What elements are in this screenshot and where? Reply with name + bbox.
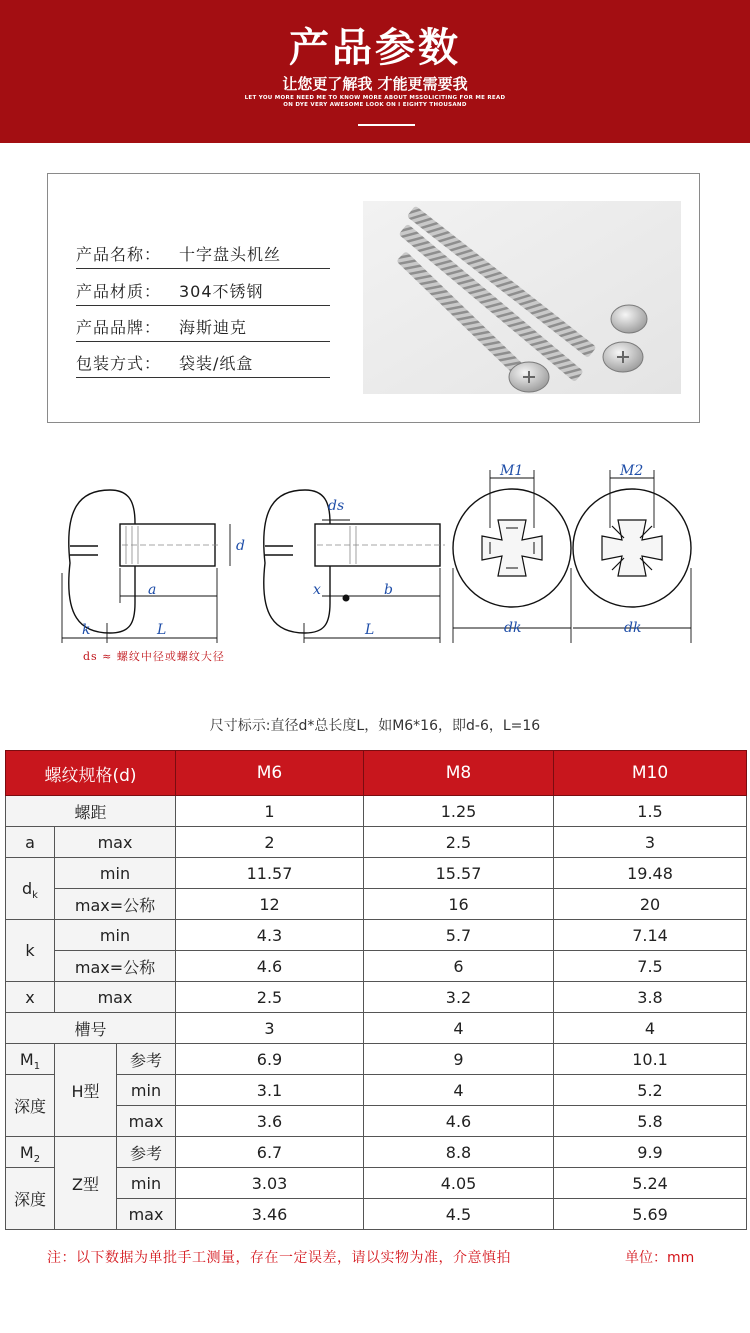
- table-row: [6, 1168, 747, 1199]
- info-row-name: [76, 237, 330, 269]
- row-label: k: [6, 920, 55, 982]
- table-cell: 5.7: [364, 920, 554, 951]
- row-sublabel: min: [117, 1075, 176, 1106]
- ds-note: ds ≈ 螺纹中径或螺纹大径: [83, 650, 225, 663]
- row-sublabel: max: [55, 982, 176, 1013]
- dim-label-a: a: [148, 582, 157, 598]
- row-label-dk: [6, 858, 55, 920]
- table-cell: 7.14: [554, 920, 747, 951]
- row-label-m1: [6, 1044, 55, 1075]
- table-cell: 4: [554, 1013, 747, 1044]
- info-row-packaging: [76, 346, 330, 378]
- table-cell: 4.05: [364, 1168, 554, 1199]
- row-label: d: [22, 879, 33, 898]
- page-title: 产品参数: [289, 25, 461, 71]
- table-row: [6, 982, 747, 1013]
- spec-table: [5, 750, 747, 1230]
- table-cell: 4.5: [364, 1199, 554, 1230]
- table-cell: 4.6: [364, 1106, 554, 1137]
- row-type-label: Z型: [55, 1137, 117, 1230]
- table-row: [6, 1199, 747, 1230]
- table-row: [6, 1106, 747, 1137]
- header-cell: M8: [364, 751, 554, 796]
- table-row: [6, 1075, 747, 1106]
- dim-label-k: k: [82, 622, 91, 638]
- table-row: [6, 1013, 747, 1044]
- table-row: [6, 827, 747, 858]
- table-cell: 4: [364, 1013, 554, 1044]
- table-cell: 6.7: [176, 1137, 364, 1168]
- row-sublabel: min: [117, 1168, 176, 1199]
- row-sublabel: max=公称: [55, 951, 176, 982]
- row-sublabel: max: [117, 1199, 176, 1230]
- table-cell: 4: [364, 1075, 554, 1106]
- table-cell: 3.03: [176, 1168, 364, 1199]
- table-cell: 6: [364, 951, 554, 982]
- row-label-m2: [6, 1137, 55, 1168]
- row-label: M: [19, 1142, 34, 1162]
- info-value: 十字盘头机丝: [179, 245, 282, 264]
- table-row: [6, 796, 747, 827]
- table-cell: 5.8: [554, 1106, 747, 1137]
- dimension-caption: 尺寸标示:直径d*总长度L，如M6*16，即d-6，L=16: [209, 718, 541, 734]
- row-label: 槽号: [6, 1013, 176, 1044]
- header-divider: [358, 124, 415, 126]
- info-label: 产品品牌：: [76, 318, 162, 337]
- table-cell: 7.5: [554, 951, 747, 982]
- table-cell: 12: [176, 889, 364, 920]
- row-sublabel: min: [55, 920, 176, 951]
- dim-label-L2: L: [365, 622, 375, 638]
- table-cell: 16: [364, 889, 554, 920]
- row-sublabel: max: [55, 827, 176, 858]
- dim-label-M1: M1: [500, 463, 524, 479]
- dim-label-L: L: [157, 622, 167, 638]
- table-cell: 3.1: [176, 1075, 364, 1106]
- unit-label: 单位：mm: [625, 1250, 695, 1266]
- dim-label-x: x: [313, 582, 321, 598]
- table-cell: 4.3: [176, 920, 364, 951]
- table-cell: 15.57: [364, 858, 554, 889]
- table-cell: 11.57: [176, 858, 364, 889]
- row-label: 深度: [6, 1168, 55, 1230]
- row-label: 深度: [6, 1075, 55, 1137]
- table-cell: 9.9: [554, 1137, 747, 1168]
- header-cell: 螺纹规格(d): [6, 751, 176, 796]
- row-sublabel: max: [117, 1106, 176, 1137]
- dim-label-d: d: [236, 538, 245, 554]
- info-label: 包装方式：: [76, 354, 162, 373]
- table-cell: 1.25: [364, 796, 554, 827]
- table-cell: 3.46: [176, 1199, 364, 1230]
- row-sublabel: min: [55, 858, 176, 889]
- table-cell: 5.24: [554, 1168, 747, 1199]
- table-cell: 10.1: [554, 1044, 747, 1075]
- table-cell: 20: [554, 889, 747, 920]
- dim-label-M2: M2: [620, 463, 644, 479]
- footer-note: 注：以下数据为单批手工测量，存在一定误差，请以实物为准，介意慎拍: [47, 1250, 511, 1266]
- header-banner: [0, 0, 750, 143]
- row-type-label: H型: [55, 1044, 117, 1137]
- table-cell: 5.2: [554, 1075, 747, 1106]
- table-row: [6, 1044, 747, 1075]
- page-subtitle: 让您更了解我 才能更需要我: [282, 75, 468, 93]
- table-cell: 3: [554, 827, 747, 858]
- row-label: M: [19, 1049, 34, 1069]
- header-cell: M10: [554, 751, 747, 796]
- table-cell: 2: [176, 827, 364, 858]
- table-row: [6, 951, 747, 982]
- info-value: 304不锈钢: [179, 282, 264, 301]
- row-label: 螺距: [6, 796, 176, 827]
- row-label-subscript: k: [32, 890, 38, 901]
- table-cell: 9: [364, 1044, 554, 1075]
- info-value: 海斯迪克: [179, 318, 248, 337]
- row-sublabel: 参考: [117, 1137, 176, 1168]
- info-label: 产品名称：: [76, 245, 162, 264]
- dim-label-dk1: dk: [504, 620, 522, 636]
- table-cell: 6.9: [176, 1044, 364, 1075]
- product-info-box: [47, 173, 700, 423]
- table-cell: 1.5: [554, 796, 747, 827]
- table-cell: 1: [176, 796, 364, 827]
- table-cell: 5.69: [554, 1199, 747, 1230]
- info-row-brand: [76, 310, 330, 342]
- table-row: [6, 1137, 747, 1168]
- table-row: [6, 920, 747, 951]
- table-cell: 3: [176, 1013, 364, 1044]
- row-label: a: [6, 827, 55, 858]
- row-label: x: [6, 982, 55, 1013]
- table-header-row: [6, 751, 747, 796]
- info-label: 产品材质：: [76, 282, 162, 301]
- page-subtitle-en-2: ON DYE VERY AWESOME LOOK ON I EIGHTY THOUSAND: [283, 102, 467, 108]
- table-cell: 8.8: [364, 1137, 554, 1168]
- table-cell: 2.5: [176, 982, 364, 1013]
- table-cell: 3.8: [554, 982, 747, 1013]
- table-cell: 3.2: [364, 982, 554, 1013]
- table-cell: 4.6: [176, 951, 364, 982]
- table-cell: 2.5: [364, 827, 554, 858]
- dim-label-ds: ds: [328, 498, 345, 514]
- dim-label-b: b: [384, 582, 393, 598]
- screw-dimension-diagram: [50, 448, 700, 670]
- product-photo: [363, 201, 681, 394]
- info-value: 袋装/纸盒: [179, 354, 254, 373]
- header-cell: M6: [176, 751, 364, 796]
- table-cell: 19.48: [554, 858, 747, 889]
- row-sublabel: max=公称: [55, 889, 176, 920]
- row-label-subscript: 2: [33, 1153, 41, 1165]
- info-row-material: [76, 274, 330, 306]
- page-subtitle-en-1: LET YOU MORE NEED ME TO KNOW MORE ABOUT MSSOLICITING FOR ME READ: [244, 95, 506, 101]
- table-row: [6, 858, 747, 889]
- row-label-subscript: 1: [33, 1060, 41, 1072]
- table-row: [6, 889, 747, 920]
- dim-label-dk2: dk: [624, 620, 642, 636]
- row-sublabel: 参考: [117, 1044, 176, 1075]
- table-cell: 3.6: [176, 1106, 364, 1137]
